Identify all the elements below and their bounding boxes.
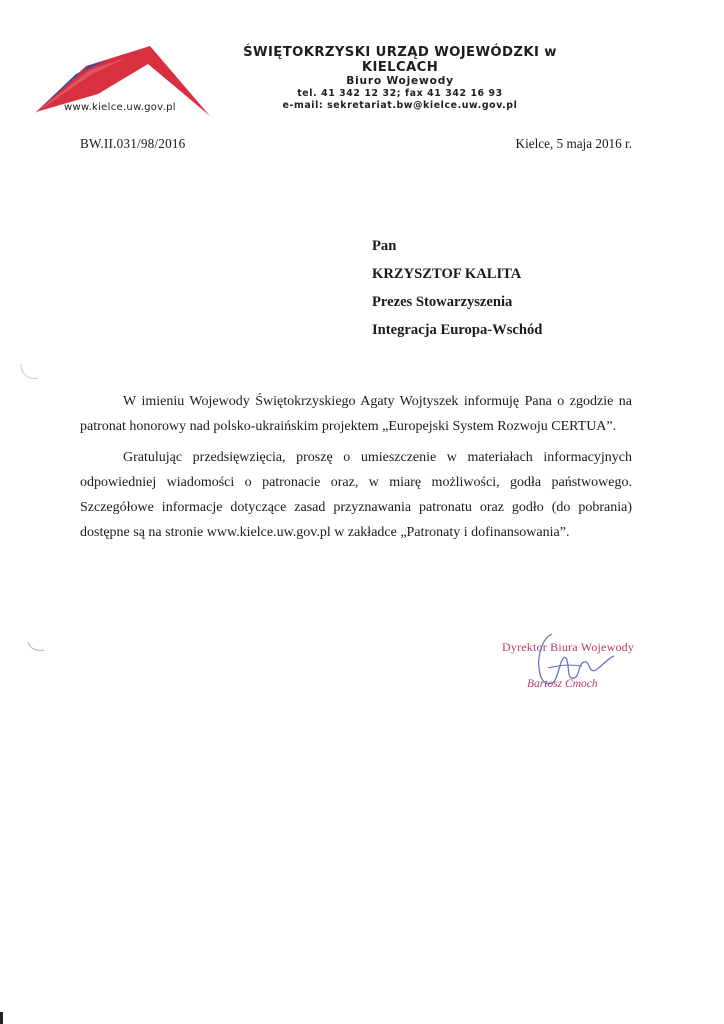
signatory-name: Bartosz Cmoch: [527, 678, 598, 690]
department-name: Biuro Wojewody: [346, 75, 454, 87]
scan-edge-mark: [0, 1012, 3, 1024]
signature-stamp: [492, 628, 652, 700]
punch-hole-icon: [18, 636, 46, 660]
letter-body: [80, 389, 632, 551]
addressee-salutation: Pan: [372, 238, 397, 254]
email-address: e-mail: sekretariat.bw@kielce.uw.gov.pl: [282, 100, 518, 111]
signatory-title: Dyrektor Biura Wojewody: [502, 640, 635, 654]
addressee-block: [372, 232, 542, 344]
office-logo: [30, 36, 212, 122]
office-name: ŚWIĘTOKRZYSKI URZĄD WOJEWÓDZKI w KIELCACH: [243, 45, 557, 75]
body-paragraph-1: W imieniu Wojewody Świętokrzyskiego Agaty Wojtyszek informuję Pana o zgodzie na patronat honorowy nad polsko-ukraińskim projektem „Europejski System Rozwoju CERTUA”.: [80, 394, 632, 434]
addressee-organization: Integracja Europa-Wschód: [372, 322, 543, 338]
phone-fax: tel. 41 342 12 32; fax 41 342 16 93: [297, 88, 503, 99]
body-paragraph-2: Gratulując przedsięwzięcia, proszę o umieszczenie w materiałach informacyjnych odpowiedniej wiadomości o patronacie oraz, w miarę możliwości, godła państwowego. Szczegółowe informacje dotyczące zasad przyznawania patronatu oraz godło (do pobrania) dostępne są na stronie www.kielce.uw.gov.pl w zakładce „Patronaty i dofinansowania”.: [80, 450, 632, 540]
website-url: www.kielce.uw.gov.pl: [64, 102, 176, 113]
punch-hole-icon: [18, 360, 42, 384]
letter-date: Kielce, 5 maja 2016 r.: [515, 136, 632, 151]
letterhead: [210, 45, 590, 112]
handwritten-signature-icon: [522, 628, 632, 698]
addressee-title: Prezes Stowarzyszenia: [372, 294, 513, 310]
addressee-name: KRZYSZTOF KALITA: [372, 266, 522, 282]
reference-number: BW.II.031/98/2016: [80, 136, 186, 151]
